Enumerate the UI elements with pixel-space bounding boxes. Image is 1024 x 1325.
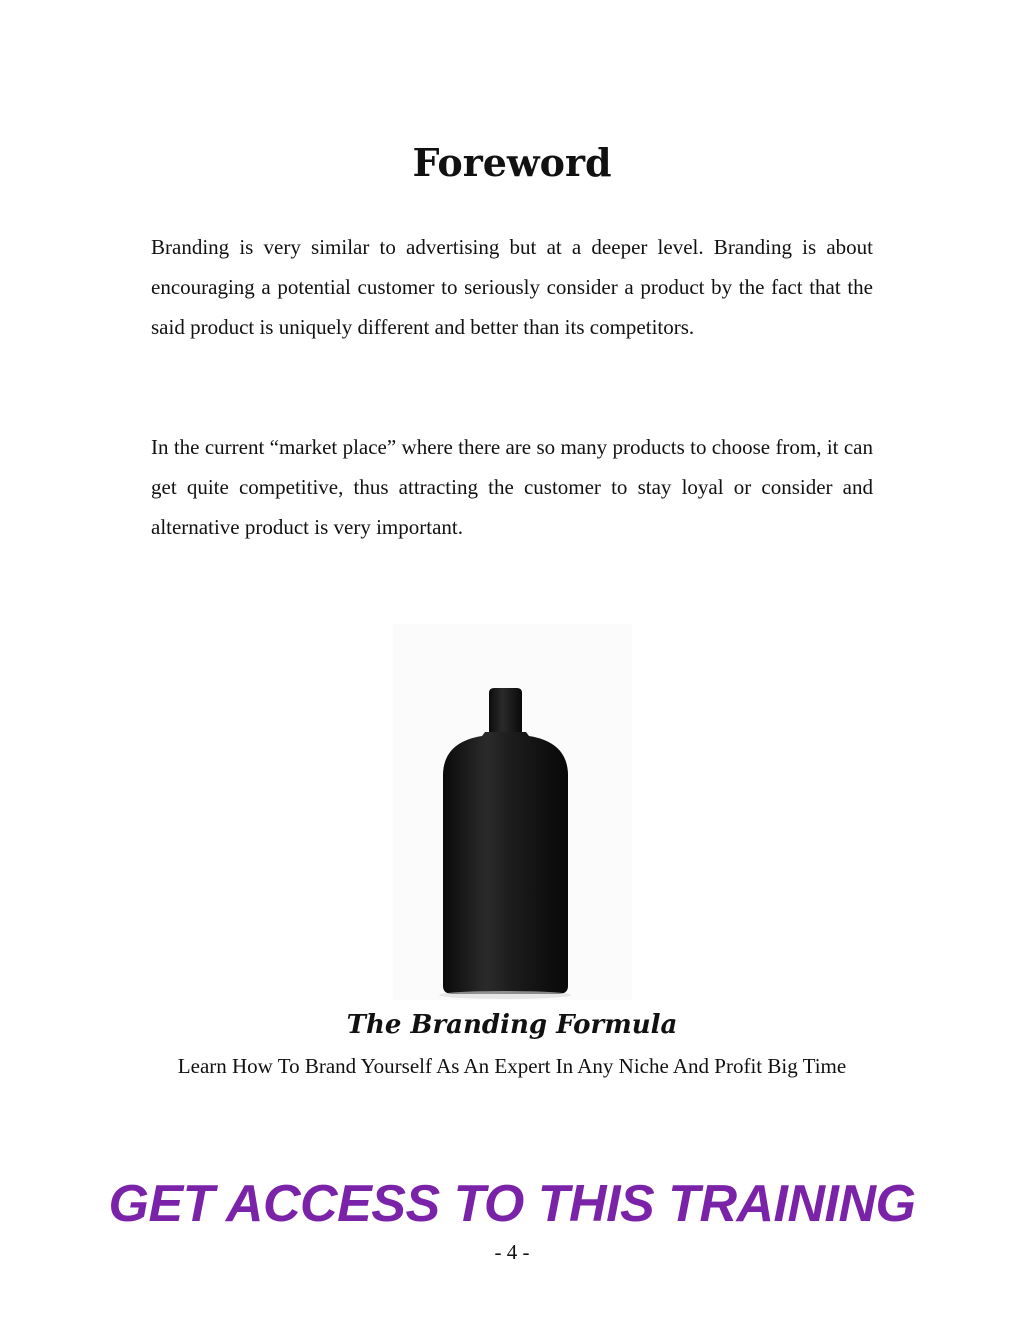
page-title: Foreword: [412, 140, 612, 185]
get-access-link[interactable]: GET ACCESS TO THIS TRAINING: [108, 1175, 916, 1233]
foreword-paragraph-1: Branding is very similar to advertising but at a deeper level. Branding is about encouraging a potential customer to seriously consider a product by the fact that the said product is uniquely different and better than its competitors.: [151, 235, 873, 339]
book-subtitle: Learn How To Brand Yourself As An Expert In Any Niche And Profit Big Time: [177, 1054, 847, 1078]
foreword-paragraph-2: In the current “market place” where there are so many products to choose from, it can get quite competitive, thus attracting the customer to stay loyal or consider and alternative product is very important.: [151, 435, 873, 539]
page-number: - 4 -: [494, 1240, 530, 1264]
black-bottle-image: [393, 624, 632, 1000]
book-title: The Branding Formula: [346, 1010, 678, 1040]
